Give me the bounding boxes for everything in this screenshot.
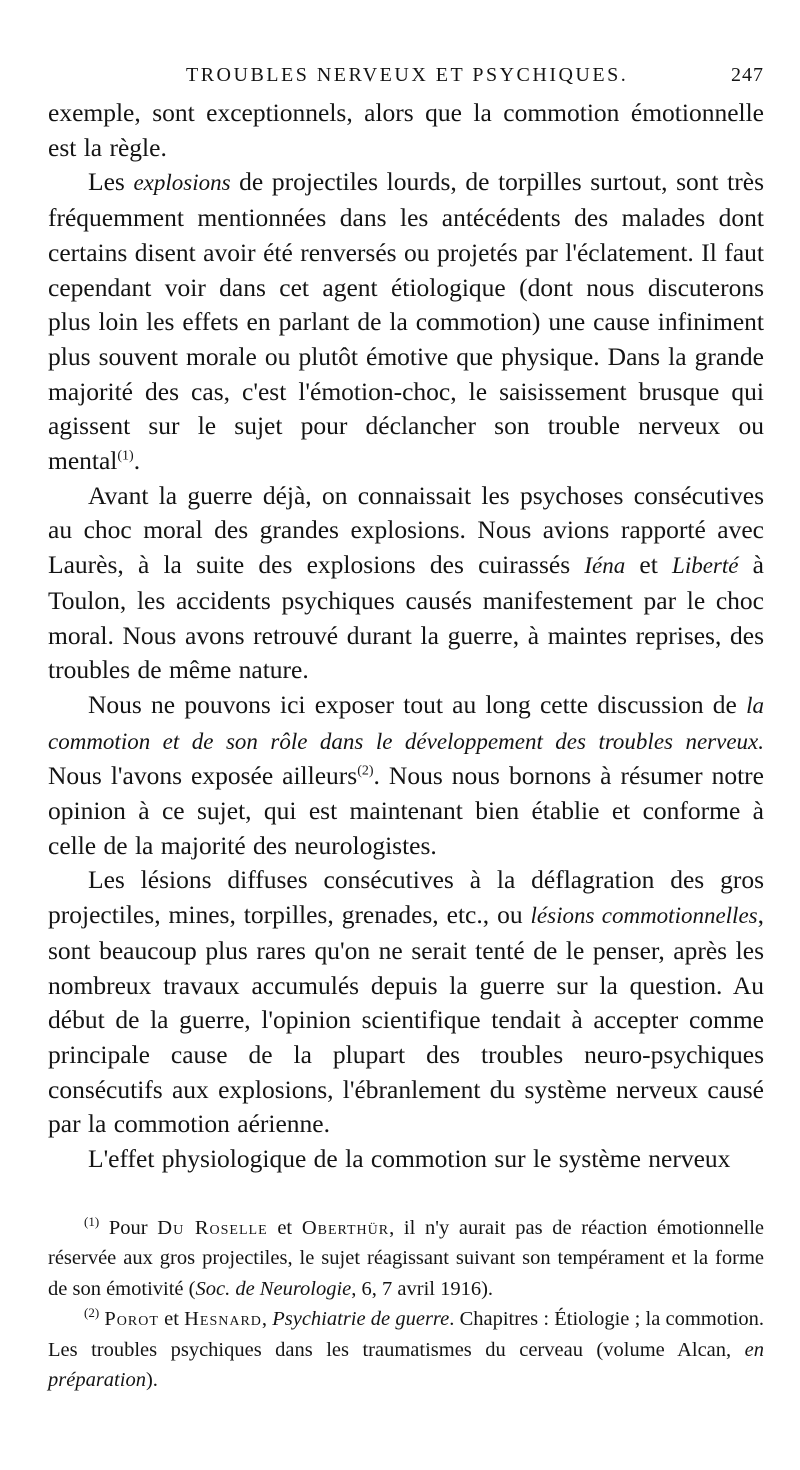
text-run: , il n'y aurait pas de réaction émotionnelle réservée aux gros projectiles, le sujet réagissant suivant son tempérament et la forme de son émotivité (: [48, 1216, 764, 1300]
body-paragraph: [48, 688, 764, 864]
footnote-marker: (2): [84, 1305, 100, 1321]
text-run: Pour: [99, 1216, 158, 1239]
body-text: [48, 96, 764, 1177]
italic-run: Liberté: [672, 553, 739, 579]
text-run: ).: [145, 1369, 158, 1392]
italic-run: en préparation: [48, 1338, 764, 1392]
footnote: [48, 1304, 764, 1396]
body-paragraph: [48, 96, 764, 165]
text-run: et: [158, 1308, 185, 1331]
text-run: et: [267, 1216, 302, 1239]
italic-run: explosions: [133, 170, 231, 196]
italic-run: Soc. de Neurologie: [195, 1277, 352, 1300]
running-head: [48, 56, 764, 96]
italic-run: la commotion et de son rôle dans le développement des troubles nerveux.: [48, 692, 764, 754]
text-run: Nous l'avons exposée ailleurs: [48, 761, 358, 791]
text-run: , 6, 7 avril 1916).: [351, 1277, 494, 1300]
body-paragraph: [48, 1142, 764, 1177]
text-run: Les: [88, 167, 134, 197]
body-paragraph: [48, 479, 764, 688]
author-name: Porot: [104, 1308, 159, 1331]
author-name: Oberthür: [301, 1216, 390, 1239]
text-run: de projectiles lourds, de torpilles surtout, sont très fréquemment mentionnées dans les antécédents des malades dont certains disent avoir été renversés ou projetés par l'éclatement. Il faut cependant voir dans cet agent étiologique (dont nous discuterons plus loin les effets en parlant de la commotion) une cause infiniment plus souvent morale ou plutôt émotive que physique. Dans la grande majorité des cas, c'est l'émotion-choc, le saisissement brusque qui agissent sur le sujet pour déclancher son trouble nerveux ou mental: [48, 167, 764, 476]
footnote: [48, 1213, 764, 1305]
text-run: et: [625, 550, 673, 580]
author-name: Du Roselle: [157, 1216, 268, 1239]
running-head-title: TROUBLES NERVEUX ET PSYCHIQUES.: [186, 64, 629, 86]
footnote-marker: (1): [84, 1213, 100, 1229]
footnotes: [48, 1213, 764, 1396]
text-run: . Nous nous bornons à résumer notre opinion à ce sujet, qui est maintenant bien établie et conforme à celle de la majorité des neurologistes.: [48, 761, 764, 860]
text-run: Les lésions diffuses consécutives à la déflagration des gros projectiles, mines, torpilles, grenades, etc., ou: [48, 865, 764, 930]
page-number: 247: [731, 64, 764, 86]
text-run: .: [133, 446, 141, 476]
text-run: . Chapitres : Étiologie ; la commotion. Les troubles psychiques dans les traumatismes du cerveau (volume Alcan,: [48, 1308, 764, 1361]
body-paragraph: [48, 165, 764, 478]
italic-run: lésions commotionnelles: [530, 903, 758, 929]
book-page: [48, 56, 764, 1396]
text-run: , sont beaucoup plus rares qu'on ne serait tenté de le penser, après les nombreux travaux accumulés depuis la guerre sur la question. Au début de la guerre, l'opinion scientifique tendait à accepter comme principale cause de la plupart des troubles neuro-psychiques consécutifs aux explosions, l'ébranlement du système nerveux causé par la commotion aérienne.: [48, 900, 764, 1139]
text-run: L'effet physiologique de la commotion sur le système nerveux: [88, 1144, 731, 1174]
text-run: à Toulon, les accidents psychiques causés manifestement par le choc moral. Nous avons retrouvé durant la guerre, à maintes reprises, des troubles de même nature.: [48, 550, 765, 685]
italic-run: Iéna: [584, 553, 626, 579]
text-run: Avant la guerre déjà, on connaissait les psychoses consécutives au choc moral des grandes explosions. Nous avions rapporté avec Laurès, à la suite des explosions des cuirassés: [48, 480, 764, 580]
text-run: exemple, sont exceptionnels, alors que la commotion émotionnelle est la règle.: [48, 98, 764, 162]
footnote-marker: (2): [357, 763, 374, 779]
italic-run: Psychiatrie de guerre: [272, 1308, 450, 1331]
body-paragraph: [48, 863, 764, 1142]
footnote-marker: (1): [117, 448, 134, 464]
text-run: ,: [261, 1308, 273, 1331]
text-run: Nous ne pouvons ici exposer tout au long cette discussion de: [88, 689, 747, 719]
author-name: Hesnard: [184, 1308, 262, 1331]
